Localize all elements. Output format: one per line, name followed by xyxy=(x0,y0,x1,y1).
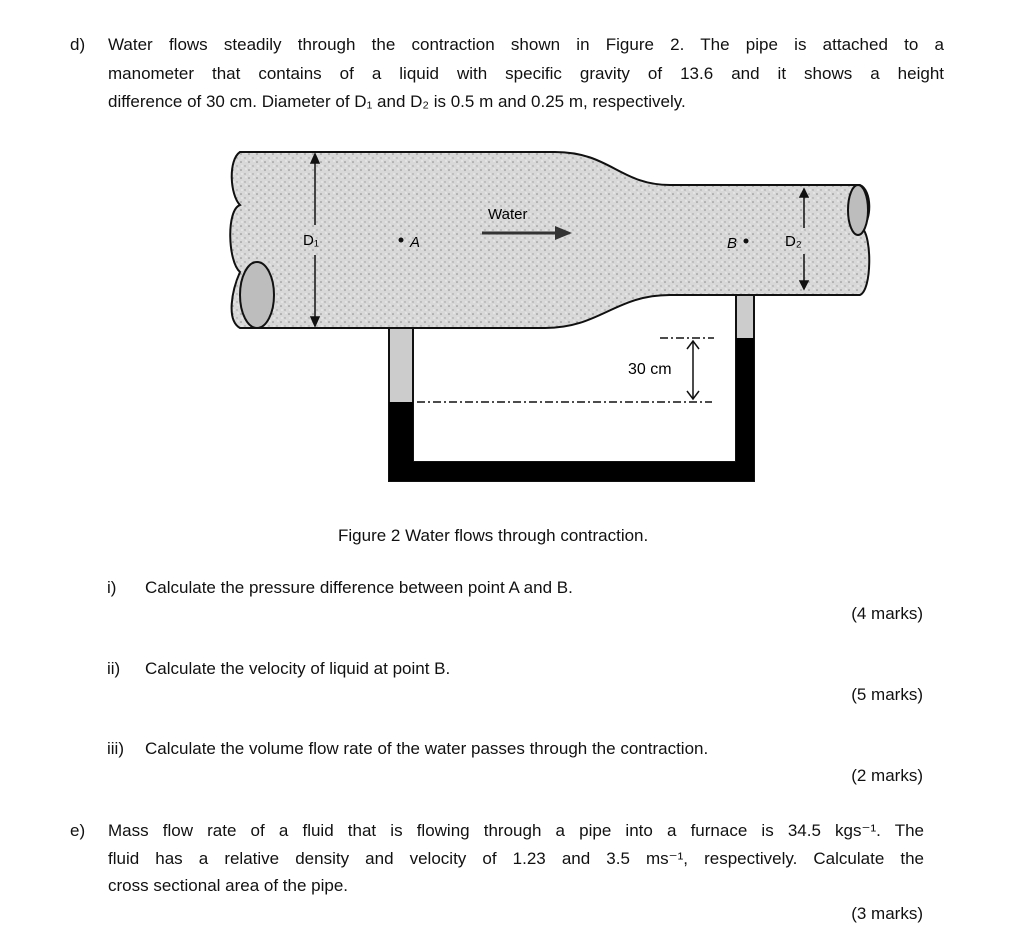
part-i-marks: (4 marks) xyxy=(851,604,923,623)
water-label: Water xyxy=(488,206,528,223)
question-e-label: e) xyxy=(70,821,86,840)
point-b-label: B xyxy=(727,235,738,252)
question-e-line-2: fluid has a relative density and velocity of 1.23 and 3.5 ms⁻¹, respectively. Calculate the xyxy=(108,849,924,868)
question-d-line-1: Water flows steadily through the contraction shown in Figure 2. The pipe is attached to a xyxy=(108,35,944,54)
question-e-marks: (3 marks) xyxy=(851,904,923,923)
question-e-line-1: Mass flow rate of a fluid that is flowing through a pipe into a furnace is 34.5 kgs⁻¹. The xyxy=(108,821,924,840)
point-a-label: A xyxy=(410,234,421,251)
part-ii-marks: (5 marks) xyxy=(851,685,923,704)
point-a-dot xyxy=(399,238,404,243)
part-i-text: Calculate the pressure difference between point A and B. xyxy=(145,578,573,597)
question-d-label: d) xyxy=(70,35,86,54)
pipe xyxy=(230,152,869,328)
part-iii-text: Calculate the volume flow rate of the water passes through the contraction. xyxy=(145,739,709,758)
part-ii-text: Calculate the velocity of liquid at point B. xyxy=(145,659,451,678)
part-ii-label: ii) xyxy=(107,659,121,678)
question-d-line-3: difference of 30 cm. Diameter of D₁ and D₂ is 0.5 m and 0.25 m, respectively. xyxy=(108,92,686,111)
point-b-dot xyxy=(744,239,749,244)
question-e-line-3: cross sectional area of the pipe. xyxy=(108,876,349,895)
part-i-label: i) xyxy=(107,578,117,597)
d1-label: D₁ xyxy=(303,232,319,249)
height-arrow-icon xyxy=(687,341,699,399)
part-iii-label: iii) xyxy=(107,739,124,758)
d2-label: D₂ xyxy=(785,233,802,250)
height-label: 30 cm xyxy=(628,361,672,378)
question-d-line-2: manometer that contains of a liquid with specific gravity of 13.6 and it shows a height xyxy=(108,64,944,83)
part-iii-marks: (2 marks) xyxy=(851,766,923,785)
figure-caption: Figure 2 Water flows through contraction. xyxy=(338,526,649,545)
